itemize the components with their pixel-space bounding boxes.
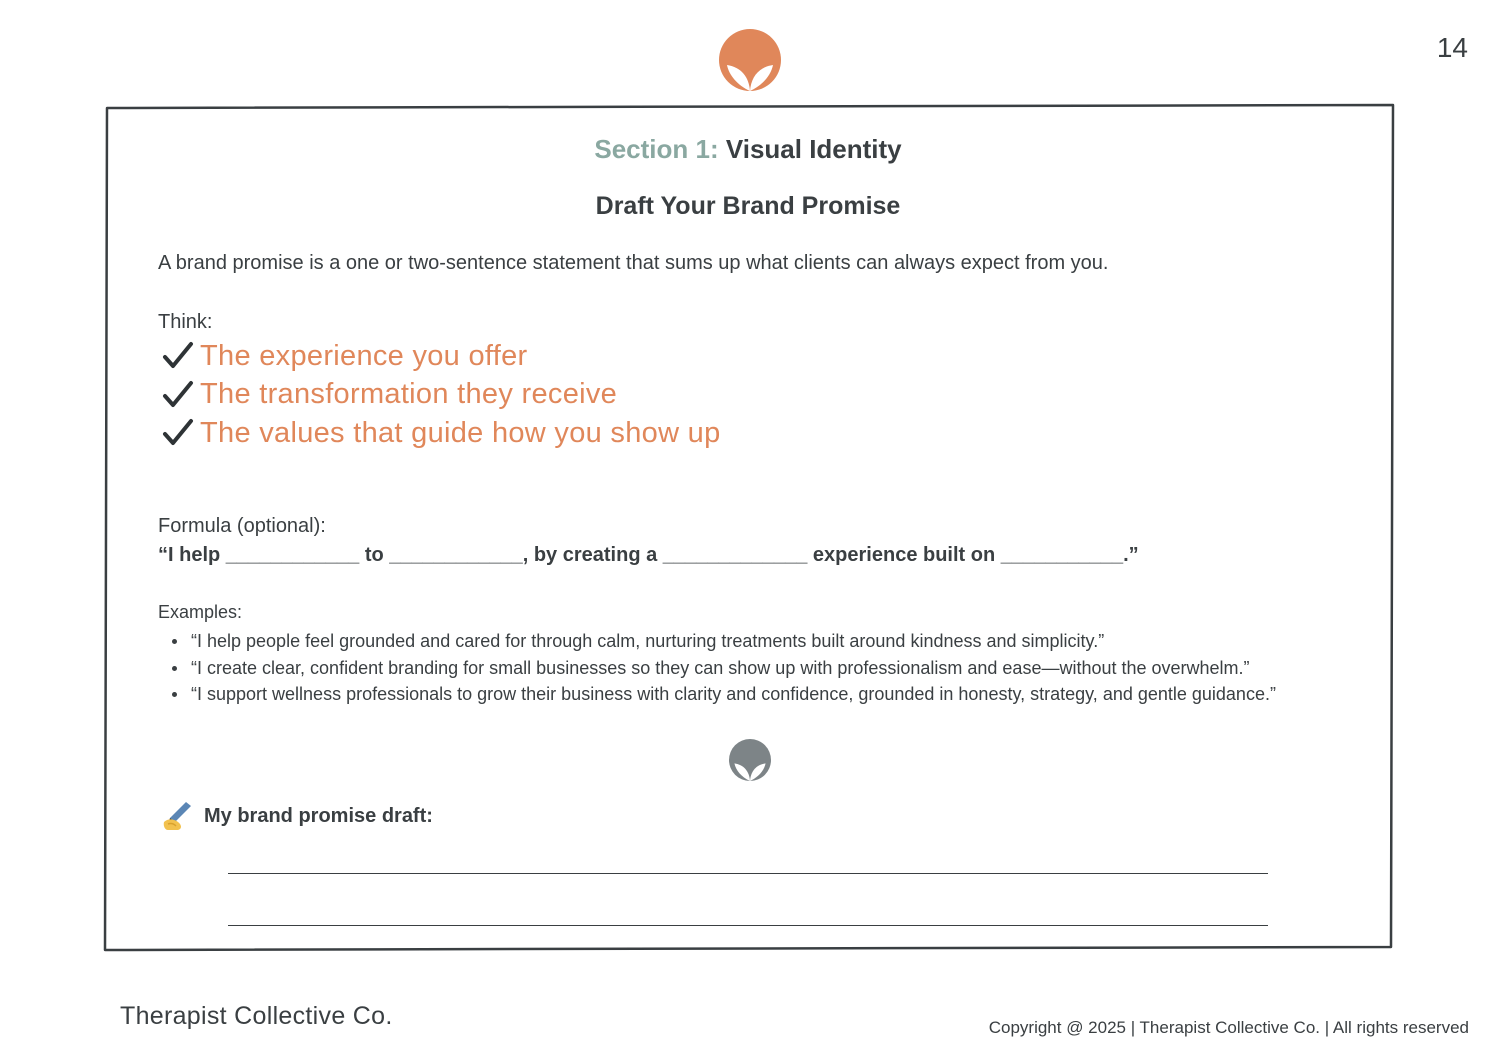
write-line-2[interactable] xyxy=(228,925,1268,926)
checklist-item xyxy=(162,376,721,415)
examples-label: Examples: xyxy=(158,602,243,622)
checkmark-icon xyxy=(162,379,194,411)
divider-logo-icon xyxy=(729,739,771,781)
section-title xyxy=(158,134,1338,165)
write-line-1[interactable] xyxy=(228,873,1268,874)
footer-copyright: Copyright @ 2025 | Therapist Collective Co. | All rights reserved xyxy=(988,1018,1469,1037)
page-number: 14 xyxy=(1436,32,1468,63)
checklist-item-text: The experience you offer xyxy=(200,339,528,372)
checkmark-icon xyxy=(162,417,194,449)
checklist-item xyxy=(162,337,721,376)
draft-label: My brand promise draft: xyxy=(204,804,433,827)
formula-text: “I help ____________ to ____________, by creating a _____________ experience built on ___________.” xyxy=(158,544,1139,566)
footer-brand: Therapist Collective Co. xyxy=(120,1002,393,1030)
checklist-item xyxy=(162,414,721,453)
checklist-item-text: The values that guide how you show up xyxy=(200,416,721,449)
example-item: “I support wellness professionals to grow their business with clarity and confidence, grounded in honesty, strategy, and gentle guidance.” xyxy=(158,681,1338,708)
formula-label: Formula (optional): xyxy=(158,515,326,537)
section-label: Section 1: xyxy=(594,134,719,164)
examples-list xyxy=(158,628,1338,708)
writing-hand-icon xyxy=(162,800,194,832)
draft-prompt xyxy=(162,800,433,832)
page-heading: Draft Your Brand Promise xyxy=(595,192,901,220)
checklist-item-text: The transformation they receive xyxy=(200,378,618,411)
example-item: “I create clear, confident branding for small businesses so they can show up with professionalism and ease—without the overwhelm.” xyxy=(158,655,1338,682)
example-item: “I help people feel grounded and cared for through calm, nurturing treatments built around kindness and simplicity.” xyxy=(158,628,1338,655)
think-label: Think: xyxy=(158,311,213,333)
think-checklist xyxy=(162,337,721,453)
section-name: Visual Identity xyxy=(725,134,902,164)
checkmark-icon xyxy=(162,340,194,372)
intro-text: A brand promise is a one or two-sentence statement that sums up what clients can always expect from you. xyxy=(158,252,1109,274)
